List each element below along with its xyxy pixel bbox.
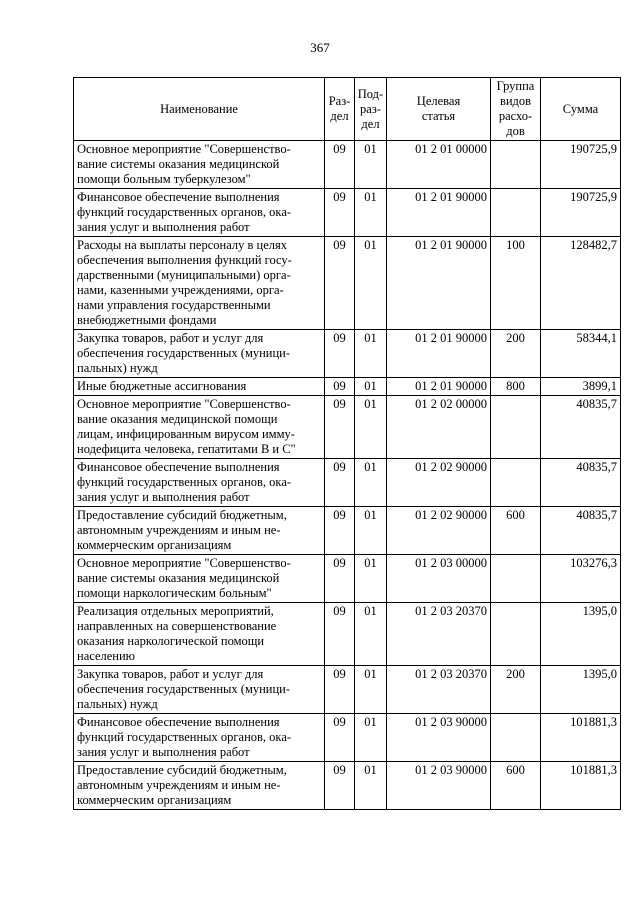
table-row bbox=[74, 666, 621, 714]
cell-article: 01 2 02 00000 bbox=[387, 396, 491, 459]
table-body bbox=[74, 141, 621, 810]
header-group: Группа видов расхо- дов bbox=[491, 78, 541, 141]
table-row bbox=[74, 555, 621, 603]
cell-sum: 40835,7 bbox=[541, 396, 621, 459]
cell-section: 09 bbox=[325, 396, 355, 459]
cell-group: 100 bbox=[491, 237, 541, 330]
page-number: 367 bbox=[310, 40, 330, 55]
cell-sum: 128482,7 bbox=[541, 237, 621, 330]
cell-sum: 40835,7 bbox=[541, 507, 621, 555]
cell-name: Закупка товаров, работ и услуг для обеспечения государственных (муници- пальных) нужд bbox=[74, 666, 325, 714]
cell-article: 01 2 03 90000 bbox=[387, 762, 491, 810]
cell-group: 200 bbox=[491, 666, 541, 714]
cell-section: 09 bbox=[325, 237, 355, 330]
cell-group bbox=[491, 189, 541, 237]
cell-sum: 101881,3 bbox=[541, 714, 621, 762]
cell-article: 01 2 02 90000 bbox=[387, 459, 491, 507]
budget-table bbox=[73, 77, 621, 810]
cell-subsection: 01 bbox=[355, 396, 387, 459]
cell-group bbox=[491, 396, 541, 459]
cell-section: 09 bbox=[325, 666, 355, 714]
cell-subsection: 01 bbox=[355, 189, 387, 237]
table-row bbox=[74, 507, 621, 555]
table-row bbox=[74, 141, 621, 189]
cell-name: Финансовое обеспечение выполнения функций государственных органов, ока- зания услуг и выполнения работ bbox=[74, 189, 325, 237]
table-row bbox=[74, 330, 621, 378]
cell-group: 800 bbox=[491, 378, 541, 396]
table-row bbox=[74, 189, 621, 237]
cell-subsection: 01 bbox=[355, 141, 387, 189]
cell-subsection: 01 bbox=[355, 714, 387, 762]
table-row bbox=[74, 396, 621, 459]
header-sum: Сумма bbox=[541, 78, 621, 141]
cell-name: Основное мероприятие "Совершенство- вание системы оказания медицинской помощи больным туберкулезом" bbox=[74, 141, 325, 189]
cell-sum: 1395,0 bbox=[541, 666, 621, 714]
cell-sum: 40835,7 bbox=[541, 459, 621, 507]
cell-article: 01 2 01 90000 bbox=[387, 378, 491, 396]
cell-section: 09 bbox=[325, 762, 355, 810]
cell-group: 600 bbox=[491, 507, 541, 555]
cell-subsection: 01 bbox=[355, 237, 387, 330]
cell-article: 01 2 03 90000 bbox=[387, 714, 491, 762]
cell-article: 01 2 03 20370 bbox=[387, 603, 491, 666]
cell-subsection: 01 bbox=[355, 459, 387, 507]
cell-article: 01 2 01 00000 bbox=[387, 141, 491, 189]
cell-name: Расходы на выплаты персоналу в целях обеспечения выполнения функций госу- дарственными (муниципальными) орга- нами, казенными учреждениями, орга- нами управления государственными внебюджетными фондами bbox=[74, 237, 325, 330]
header-name: Наименование bbox=[74, 78, 325, 141]
cell-section: 09 bbox=[325, 459, 355, 507]
cell-group bbox=[491, 714, 541, 762]
cell-group bbox=[491, 555, 541, 603]
cell-sum: 3899,1 bbox=[541, 378, 621, 396]
cell-sum: 1395,0 bbox=[541, 603, 621, 666]
cell-group bbox=[491, 603, 541, 666]
cell-subsection: 01 bbox=[355, 378, 387, 396]
cell-section: 09 bbox=[325, 330, 355, 378]
table-row bbox=[74, 762, 621, 810]
cell-name: Иные бюджетные ассигнования bbox=[74, 378, 325, 396]
cell-name: Реализация отдельных мероприятий, направленных на совершенствование оказания наркологической помощи населению bbox=[74, 603, 325, 666]
cell-subsection: 01 bbox=[355, 762, 387, 810]
cell-article: 01 2 01 90000 bbox=[387, 189, 491, 237]
cell-group: 200 bbox=[491, 330, 541, 378]
cell-sum: 190725,9 bbox=[541, 141, 621, 189]
header-section: Раз- дел bbox=[325, 78, 355, 141]
cell-article: 01 2 01 90000 bbox=[387, 330, 491, 378]
cell-subsection: 01 bbox=[355, 666, 387, 714]
cell-subsection: 01 bbox=[355, 330, 387, 378]
cell-section: 09 bbox=[325, 141, 355, 189]
cell-article: 01 2 01 90000 bbox=[387, 237, 491, 330]
cell-subsection: 01 bbox=[355, 603, 387, 666]
table-row bbox=[74, 378, 621, 396]
table-row bbox=[74, 714, 621, 762]
cell-name: Предоставление субсидий бюджетным, автономным учреждениям и иным не- коммерческим организациям bbox=[74, 762, 325, 810]
cell-article: 01 2 03 20370 bbox=[387, 666, 491, 714]
cell-name: Финансовое обеспечение выполнения функций государственных органов, ока- зания услуг и выполнения работ bbox=[74, 459, 325, 507]
cell-name: Закупка товаров, работ и услуг для обеспечения государственных (муници- пальных) нужд bbox=[74, 330, 325, 378]
cell-group bbox=[491, 141, 541, 189]
cell-sum: 190725,9 bbox=[541, 189, 621, 237]
table-header-row bbox=[74, 78, 621, 141]
table-row bbox=[74, 603, 621, 666]
cell-name: Основное мероприятие "Совершенство- вание оказания медицинской помощи лицам, инфицированным вирусом имму- нодефицита человека, гепатитами В и С" bbox=[74, 396, 325, 459]
cell-section: 09 bbox=[325, 507, 355, 555]
header-article: Целевая статья bbox=[387, 78, 491, 141]
cell-group bbox=[491, 459, 541, 507]
table-row bbox=[74, 459, 621, 507]
cell-sum: 103276,3 bbox=[541, 555, 621, 603]
cell-sum: 101881,3 bbox=[541, 762, 621, 810]
cell-section: 09 bbox=[325, 189, 355, 237]
cell-section: 09 bbox=[325, 378, 355, 396]
cell-subsection: 01 bbox=[355, 555, 387, 603]
cell-name: Основное мероприятие "Совершенство- вание системы оказания медицинской помощи наркологическим больным" bbox=[74, 555, 325, 603]
cell-section: 09 bbox=[325, 555, 355, 603]
cell-section: 09 bbox=[325, 603, 355, 666]
cell-group: 600 bbox=[491, 762, 541, 810]
cell-sum: 58344,1 bbox=[541, 330, 621, 378]
header-subsection: Под- раз- дел bbox=[355, 78, 387, 141]
cell-section: 09 bbox=[325, 714, 355, 762]
cell-article: 01 2 03 00000 bbox=[387, 555, 491, 603]
cell-article: 01 2 02 90000 bbox=[387, 507, 491, 555]
cell-name: Предоставление субсидий бюджетным, автономным учреждениям и иным не- коммерческим организациям bbox=[74, 507, 325, 555]
table-row bbox=[74, 237, 621, 330]
cell-name: Финансовое обеспечение выполнения функций государственных органов, ока- зания услуг и выполнения работ bbox=[74, 714, 325, 762]
cell-subsection: 01 bbox=[355, 507, 387, 555]
